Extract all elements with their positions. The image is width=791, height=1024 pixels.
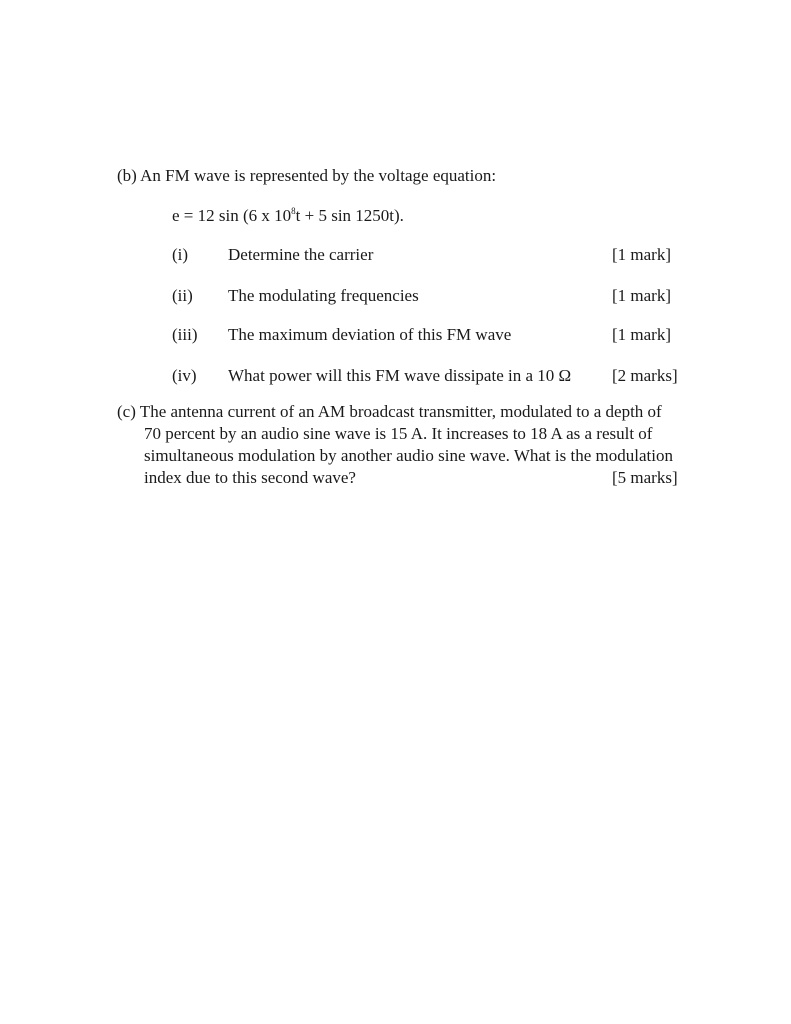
equation-suffix: t + 5 sin 1250t). xyxy=(295,206,404,225)
question-item-ii xyxy=(0,285,791,307)
equation-exponent: 8 xyxy=(291,206,296,216)
item-text: What power will this FM wave dissipate in a 10 Ω xyxy=(228,366,572,385)
part-c-line: (c) The antenna current of an AM broadcast transmitter, modulated to a depth of xyxy=(117,402,662,421)
part-c-line: simultaneous modulation by another audio sine wave. What is the modulation xyxy=(144,446,673,465)
question-item-i xyxy=(0,244,791,266)
item-number: (iii) xyxy=(172,325,198,344)
question-item-iii xyxy=(0,324,791,346)
item-number: (i) xyxy=(172,245,189,264)
part-c-paragraph xyxy=(117,401,727,489)
item-marks: [2 marks] xyxy=(612,366,678,385)
part-c-line: 70 percent by an audio sine wave is 15 A. It increases to 18 A as a result of xyxy=(144,424,653,443)
part-c-marks: [5 marks] xyxy=(612,468,678,487)
part-b-heading: (b) An FM wave is represented by the voltage equation: xyxy=(117,166,497,185)
item-text: Determine the carrier xyxy=(228,245,374,264)
item-text: The modulating frequencies xyxy=(228,286,419,305)
part-c-line: index due to this second wave? xyxy=(144,468,356,487)
item-number: (ii) xyxy=(172,286,193,305)
item-text: The maximum deviation of this FM wave xyxy=(228,325,512,344)
item-marks: [1 mark] xyxy=(612,286,672,305)
fm-equation xyxy=(172,205,404,227)
equation-prefix: e = 12 sin (6 x 10 xyxy=(172,206,292,225)
part-c-last-line xyxy=(117,467,727,489)
item-marks: [1 mark] xyxy=(612,245,672,264)
question-item-iv xyxy=(0,365,791,387)
item-number: (iv) xyxy=(172,366,197,385)
item-marks: [1 mark] xyxy=(612,325,672,344)
